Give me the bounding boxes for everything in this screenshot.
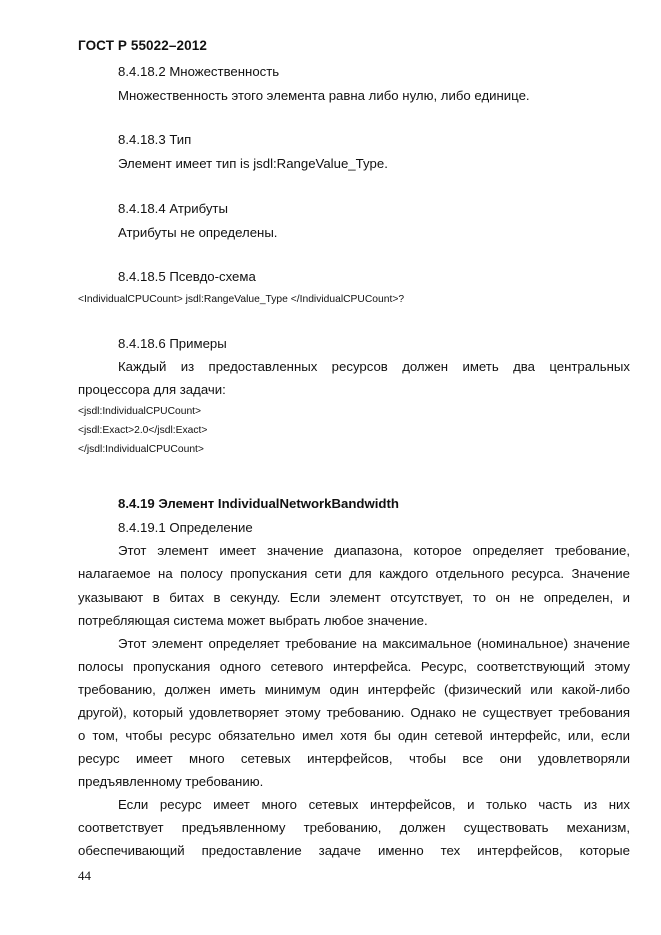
page-number: 44 [78,868,91,883]
paragraph-line: налагаемое на полосу пропускания сети для каждого отдельного ресурса. Значение [78,566,630,581]
paragraph-line: Если ресурс имеет много сетевых интерфейсов, и только часть из них [118,797,630,812]
standard-designation: ГОСТ Р 55022–2012 [78,38,207,53]
paragraph-line: полосы пропускания одного сетевого интерфейса. Ресурс, соответствующий этому [78,659,630,674]
section-heading-8-4-18-5: 8.4.18.5 Псевдо-схема [118,269,256,284]
section-heading-8-4-18-2: 8.4.18.2 Множественность [118,64,280,79]
section-heading-8-4-19: 8.4.19 Элемент IndividualNetworkBandwidth [118,496,399,511]
section-heading-8-4-18-6: 8.4.18.6 Примеры [118,336,227,351]
paragraph-line: ресурс имеет много сетевых интерфейсов, чтобы все они удовлетворяли [78,751,630,766]
paragraph-line: соответствует предъявленному требованию, должен существовать механизм, [78,820,630,835]
example-text-line: процессора для задачи: [78,382,226,397]
paragraph-line: о том, чтобы ресурс обязательно имел хотя бы один сетевой интерфейс, или, если [78,728,630,743]
paragraph-line: Этот элемент имеет значение диапазона, которое определяет требование, [118,543,630,558]
paragraph-line: требованию, должен иметь минимум один интерфейс (физический или какой-либо [78,682,630,697]
section-text-8-4-18-3: Элемент имеет тип is jsdl:RangeValue_Type. [118,156,388,171]
paragraph-line: другой), который удовлетворяет этому требованию. Однако не существует требования [78,705,630,720]
paragraph-line: потребляющая система может выбрать любое значение. [78,613,428,628]
section-text-8-4-18-2: Множественность этого элемента равна либо нулю, либо единице. [118,88,530,103]
example-code-line: <jsdl:Exact>2.0</jsdl:Exact> [78,425,208,436]
example-code-line: <jsdl:IndividualCPUCount> [78,406,202,417]
paragraph-line: указывают в битах в секунду. Если элемент отсутствует, то он не определен, и [78,590,630,605]
section-text-8-4-18-4: Атрибуты не определены. [118,225,278,240]
paragraph-line: обеспечивающий предоставление задаче именно тех интерфейсов, которые [78,843,630,858]
example-text-line: Каждый из предоставленных ресурсов должен иметь два центральных [118,359,630,374]
example-code-line: </jsdl:IndividualCPUCount> [78,444,204,455]
section-heading-8-4-18-3: 8.4.18.3 Тип [118,132,192,147]
paragraph-line: предъявленному требованию. [78,774,264,789]
section-heading-8-4-19-1: 8.4.19.1 Определение [118,520,253,535]
paragraph-line: Этот элемент определяет требование на максимальное (номинальное) значение [118,636,630,651]
section-heading-8-4-18-4: 8.4.18.4 Атрибуты [118,201,228,216]
pseudo-schema-code: <IndividualCPUCount> jsdl:RangeValue_Type </IndividualCPUCount>? [78,294,405,305]
